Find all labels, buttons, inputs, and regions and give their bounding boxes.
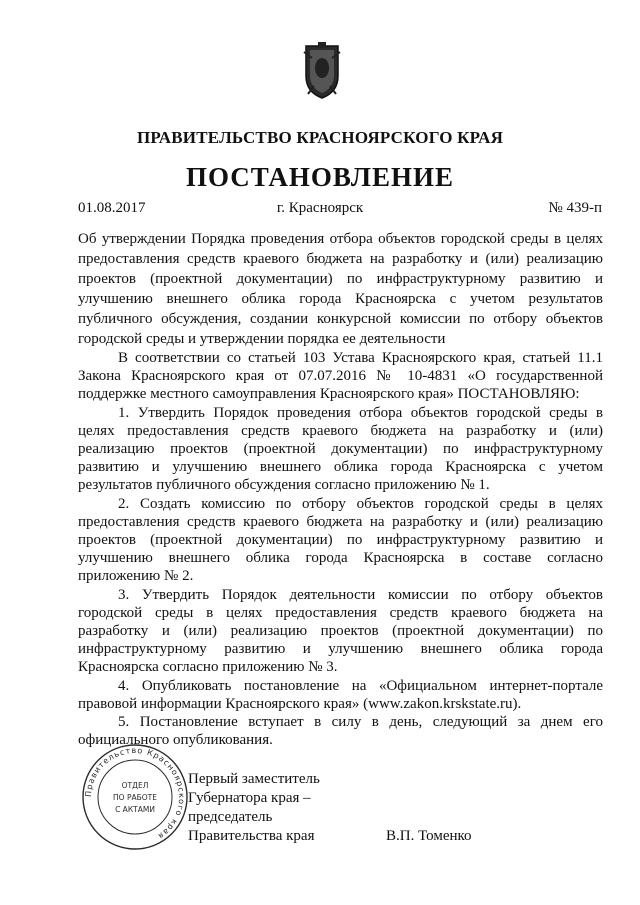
body-item-3: 3. Утвердить Порядок деятельности комиссии по отбору объектов городской среды в целях предоставления средств краевого бюджета на разработку и (или) реализацию проектов (проектной документации) по инфраструктурному развитию и улучшению внешнего облика города Красноярска согласно приложению № 3. <box>78 586 603 676</box>
coat-of-arms-emblem <box>300 42 344 100</box>
organization-title: ПРАВИТЕЛЬСТВО КРАСНОЯРСКОГО КРАЯ <box>136 128 504 147</box>
official-stamp-seal <box>80 742 190 852</box>
signatory-name: В.П. Томенко <box>386 828 472 844</box>
svg-text:ПО РАБОТЕ: ПО РАБОТЕ <box>113 793 157 802</box>
document-subject: Об утверждении Порядка проведения отбора объектов городской среды в целях предоставления средств краевого бюджета на разработку и (или) реализацию проектов (проектной документации) по инфраструктурному развитию и улучшению внешнего облика города Красноярска с учетом результатов публичного обсуждения, создании конкурсной комиссии по отбору объектов городской среды и утверждении порядка ее деятельности <box>78 231 603 347</box>
signatory-title-line-2: Губернатора края – <box>188 790 311 806</box>
body-item-2: 2. Создать комиссию по отбору объектов городской среды в целях предоставления средств краевого бюджета на разработку и (или) реализацию проектов (проектной документации) по инфраструктурному развитию и улучшению внешнего облика города Красноярска в составе согласно приложению № 2. <box>78 495 603 585</box>
document-city: г. Красноярск <box>276 200 364 216</box>
svg-text:Правительство Красноярского кр: Правительство Красноярского края <box>83 745 187 842</box>
body-item-4: 4. Опубликовать постановление на «Официальном интернет-портале правовой информации Красноярского края» (www.zakon.krskstate.ru). <box>78 677 603 712</box>
document-type-heading: ПОСТАНОВЛЕНИЕ <box>185 162 455 192</box>
svg-text:ОТДЕЛ: ОТДЕЛ <box>121 781 149 790</box>
signatory-title-line-4: Правительства края <box>188 828 315 844</box>
signatory-title <box>188 770 348 846</box>
body-preamble: В соответствии со статьей 103 Устава Красноярского края, статьей 11.1 Закона Красноярского края от 07.07.2016 № 10-4831 «О государственной поддержке местного самоуправления Красноярского края» ПОСТАНОВЛЯЮ: <box>78 350 603 403</box>
document-date: 01.08.2017 <box>78 200 146 216</box>
signatory-title-line-3: председатель <box>188 809 273 825</box>
document-number: № 439-п <box>548 200 602 216</box>
body-item-1: 1. Утвердить Порядок проведения отбора объектов городской среды в целях предоставления средств краевого бюджета на разработку и (или) реализацию проектов (проектной документации) по инфраструктурному развитию и улучшению внешнего облика города Красноярска с учетом результатов публичного обсуждения согласно приложению № 1. <box>78 404 603 494</box>
body-item-5: 5. Постановление вступает в силу в день, следующий за днем его официального опубликования. <box>78 714 603 749</box>
svg-text:С АКТАМИ: С АКТАМИ <box>115 805 155 814</box>
document-body <box>78 349 603 749</box>
signatory-title-line-1: Первый заместитель <box>188 771 320 787</box>
